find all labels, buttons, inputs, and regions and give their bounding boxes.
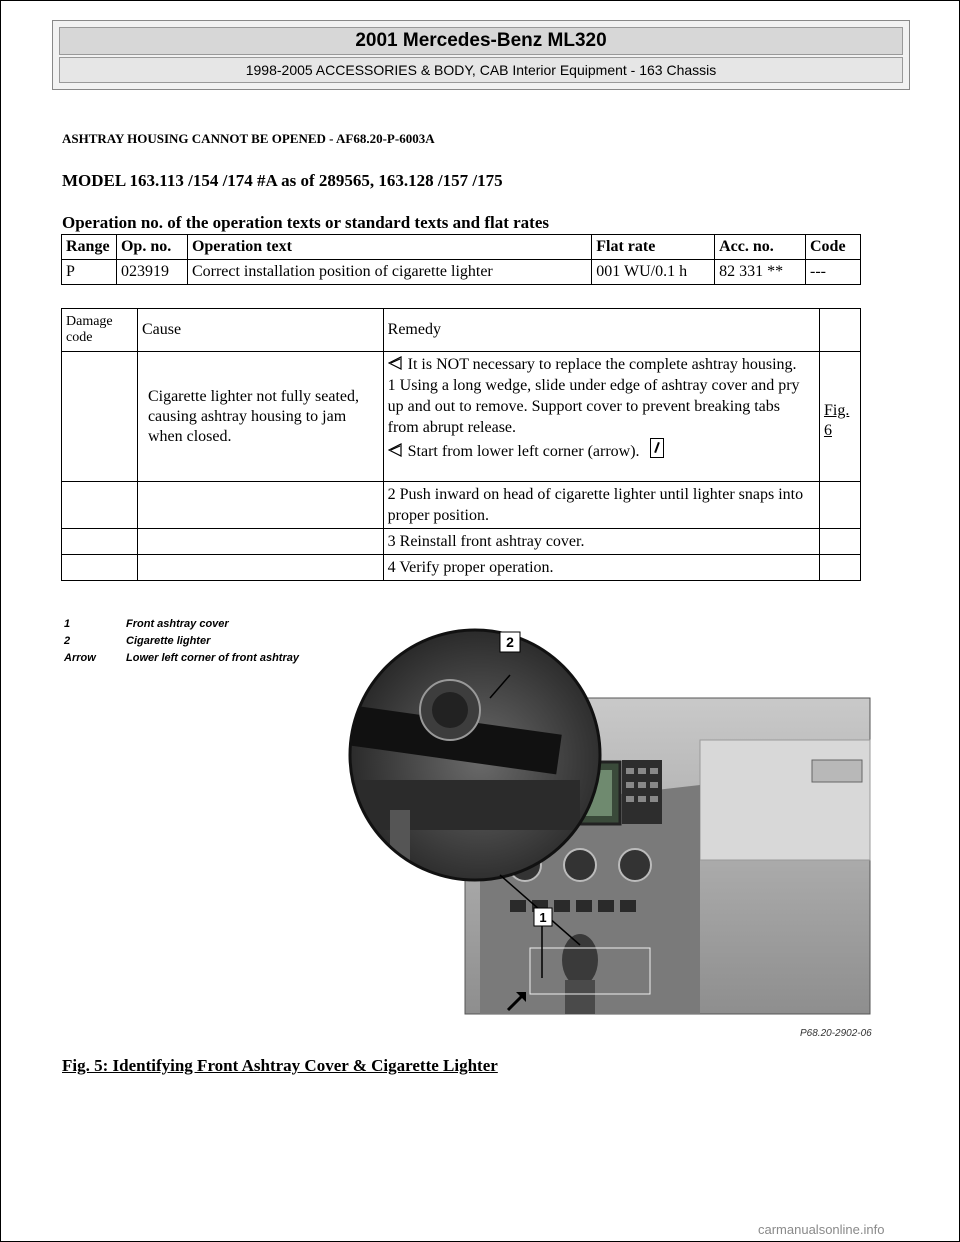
cell-empty xyxy=(819,555,860,581)
note-icon xyxy=(388,443,402,457)
damage-table xyxy=(61,308,861,581)
remedy-step-1: 1 Using a long wedge, slide under edge of ashtray cover and pry up and out to remove. Support cover to prevent breaking tabs from abrupt release. xyxy=(387,377,800,436)
table-row xyxy=(62,260,861,285)
operations-table xyxy=(61,234,861,285)
col-header-code: Code xyxy=(805,235,860,260)
legend-label: Front ashtray cover xyxy=(126,618,229,630)
cell-empty xyxy=(137,529,383,555)
cell-range: P xyxy=(62,260,117,285)
cell-remedy xyxy=(383,352,819,482)
fig-6-link[interactable]: Fig. 6 xyxy=(823,401,850,439)
note-icon xyxy=(388,356,402,370)
col-header-cause: Cause xyxy=(137,309,383,352)
col-header-damage-code: Damage code xyxy=(62,309,138,352)
cell-acc-no: 82 331 ** xyxy=(715,260,806,285)
remedy-note: It is NOT necessary to replace the complete ashtray housing. xyxy=(407,356,797,373)
callout-2: 2 xyxy=(506,634,514,650)
tool-icon xyxy=(650,438,664,458)
damage-header-row xyxy=(62,309,861,352)
figure-5 xyxy=(60,610,875,1050)
table-row xyxy=(62,555,861,581)
cell-empty xyxy=(62,529,138,555)
callout-1: 1 xyxy=(539,910,547,925)
col-header-range: Range xyxy=(62,235,117,260)
legend-key: Arrow xyxy=(64,652,96,664)
legend-label: Lower left corner of front ashtray xyxy=(126,652,299,664)
document-subtitle: 1998-2005 ACCESSORIES & BODY, CAB Interior Equipment - 163 Chassis xyxy=(59,57,903,83)
col-header-op-no: Op. no. xyxy=(116,235,187,260)
cell-operation-text: Correct installation position of cigarette lighter xyxy=(187,260,591,285)
cell-empty xyxy=(819,482,860,529)
cell-flat-rate: 001 WU/0.1 h xyxy=(592,260,715,285)
dashboard-photo xyxy=(60,610,875,1050)
cell-empty xyxy=(62,482,138,529)
model-heading: MODEL 163.113 /154 /174 #A as of 289565, 163.128 /157 /175 xyxy=(62,171,503,190)
table-row xyxy=(62,352,861,482)
col-header-flat-rate: Flat rate xyxy=(592,235,715,260)
cell-cause: Cigarette lighter not fully seated, causing ashtray housing to jam when closed. xyxy=(137,352,383,482)
operations-header-row xyxy=(62,235,861,260)
cell-empty xyxy=(137,482,383,529)
procedure-heading: ASHTRAY HOUSING CANNOT BE OPENED - AF68.20-P-6003A xyxy=(62,131,435,146)
legend-label: Cigarette lighter xyxy=(126,635,211,647)
figure-caption: Fig. 5: Identifying Front Ashtray Cover & Cigarette Lighter xyxy=(62,1056,498,1075)
legend-key: 1 xyxy=(64,618,71,630)
remedy-step-3: 3 Reinstall front ashtray cover. xyxy=(383,529,819,555)
operation-heading: Operation no. of the operation texts or standard texts and flat rates xyxy=(62,213,549,232)
remedy-tip: Start from lower left corner (arrow). xyxy=(407,443,640,460)
remedy-step-4: 4 Verify proper operation. xyxy=(383,555,819,581)
remedy-step-2: 2 Push inward on head of cigarette lighter until lighter snaps into proper position. xyxy=(383,482,819,529)
col-header-acc-no: Acc. no. xyxy=(715,235,806,260)
table-row xyxy=(62,482,861,529)
cell-empty xyxy=(62,555,138,581)
table-row xyxy=(62,529,861,555)
cell-fig-ref xyxy=(819,352,860,482)
col-header-remedy: Remedy xyxy=(383,309,819,352)
figure-code: P68.20-2902-06 xyxy=(800,1028,872,1039)
col-header-empty xyxy=(819,309,860,352)
document-title: 2001 Mercedes-Benz ML320 xyxy=(59,27,903,55)
col-header-operation-text: Operation text xyxy=(187,235,591,260)
cell-code: --- xyxy=(805,260,860,285)
document-header-banner xyxy=(52,20,910,90)
cell-op-no: 023919 xyxy=(116,260,187,285)
watermark: carmanualsonline.info xyxy=(758,1222,885,1237)
legend-key: 2 xyxy=(64,635,71,647)
cell-empty xyxy=(819,529,860,555)
cell-damage-code xyxy=(62,352,138,482)
cell-empty xyxy=(137,555,383,581)
